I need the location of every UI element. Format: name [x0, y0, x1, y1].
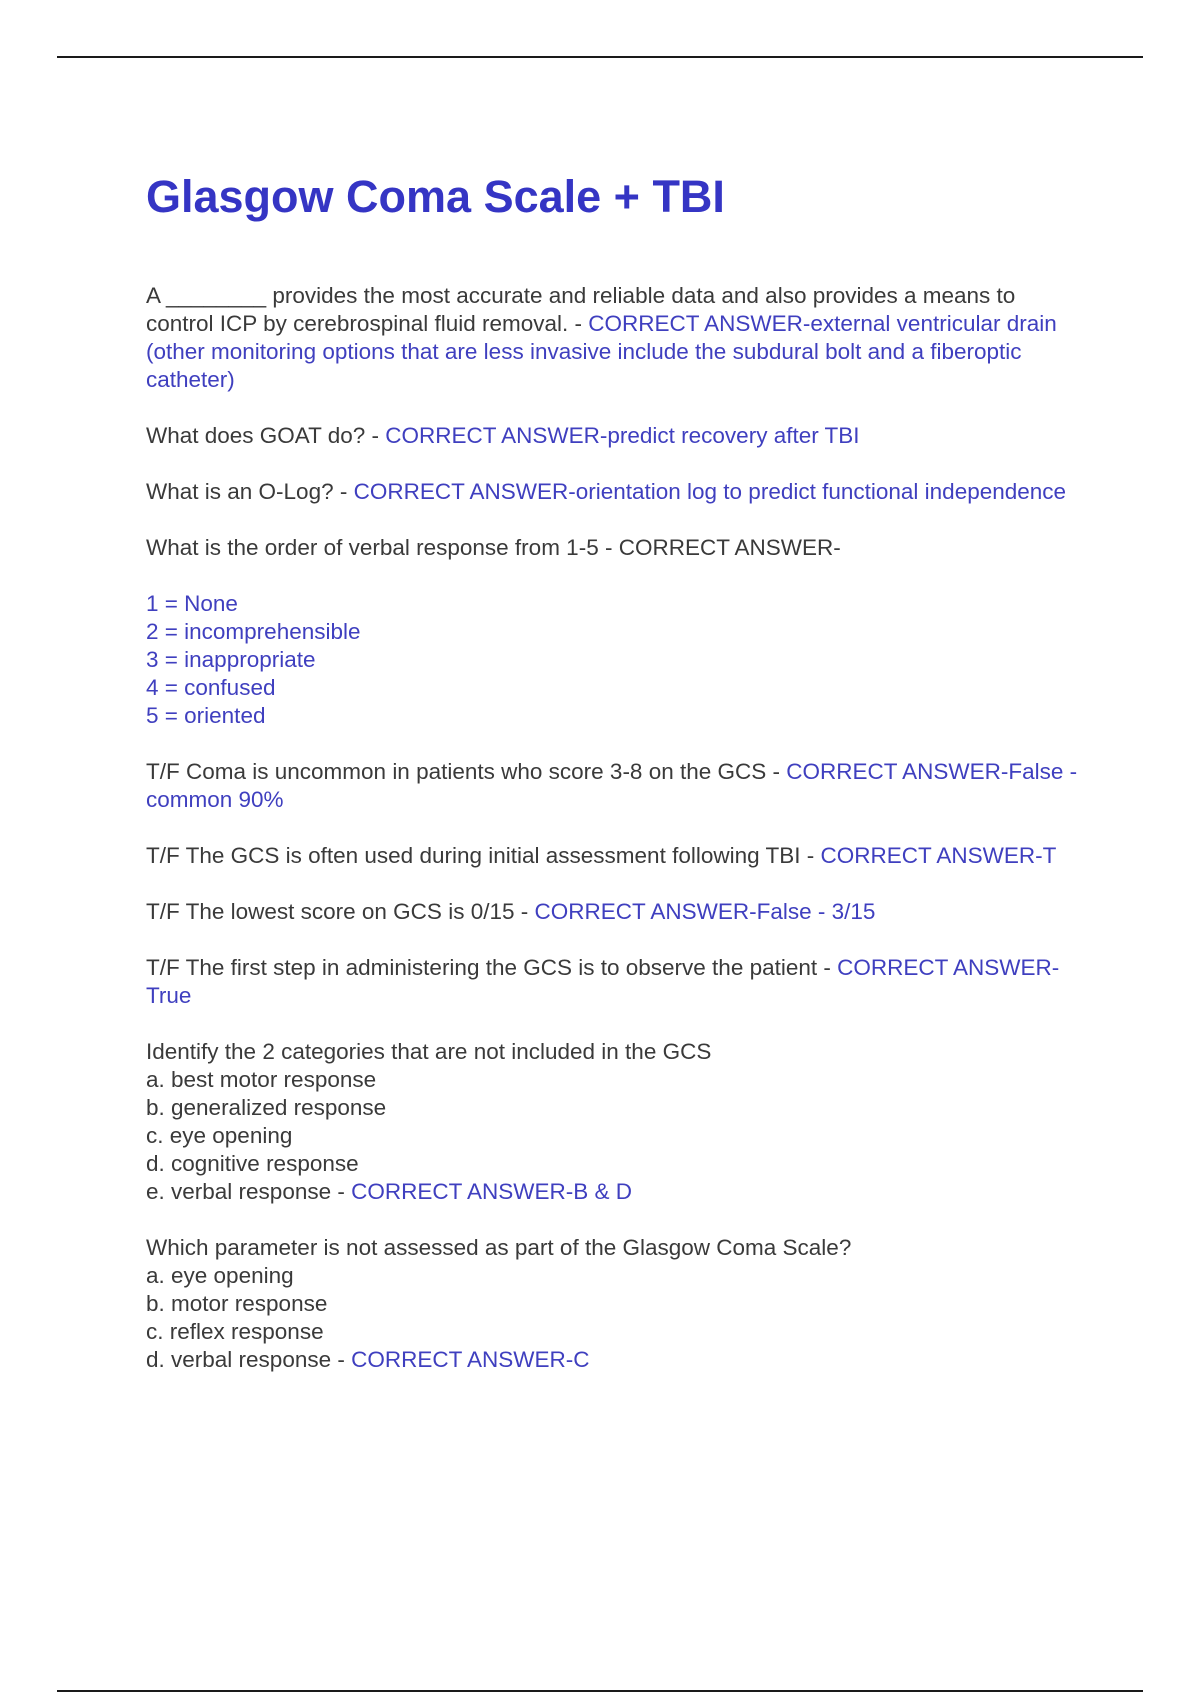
answer-text: CORRECT ANSWER-True — [146, 955, 1060, 1008]
qa-item — [146, 954, 1086, 1010]
answer-text: CORRECT ANSWER-orientation log to predict functional independence — [353, 479, 1067, 504]
option-line: c. reflex response — [146, 1319, 324, 1344]
qa-item — [146, 842, 1086, 870]
question-line: Identify the 2 categories that are not included in the GCS — [146, 1039, 712, 1064]
question-text: T/F The lowest score on GCS is 0/15 - — [146, 899, 535, 924]
answer-line: 5 = oriented — [146, 703, 266, 728]
document-body — [146, 170, 1086, 1402]
answer-line: 1 = None — [146, 591, 238, 616]
option-line: d. cognitive response — [146, 1151, 359, 1176]
answer-text: CORRECT ANSWER-False - 3/15 — [534, 899, 876, 924]
answer-text: CORRECT ANSWER-B & D — [351, 1179, 632, 1204]
option-line: a. eye opening — [146, 1263, 294, 1288]
option-line: a. best motor response — [146, 1067, 377, 1092]
answer-text: CORRECT ANSWER-T — [820, 843, 1057, 868]
question-text: A ________ provides the most accurate and reliable data and also provides a means to control ICP by cerebrospinal fluid removal. - — [146, 283, 1016, 336]
question-text: T/F The first step in administering the GCS is to observe the patient - — [146, 955, 838, 980]
qa-item — [146, 478, 1086, 506]
qa-item — [146, 1038, 1086, 1206]
qa-item — [146, 1234, 1086, 1374]
answer-text: CORRECT ANSWER-predict recovery after TBI — [385, 423, 860, 448]
qa-item — [146, 422, 1086, 450]
question-text: T/F Coma is uncommon in patients who score 3-8 on the GCS - — [146, 759, 787, 784]
option-text: d. verbal response - — [146, 1347, 352, 1372]
page-title: Glasgow Coma Scale + TBI — [146, 171, 725, 222]
answer-text: CORRECT ANSWER-False - common 90% — [146, 759, 1078, 812]
option-line: c. eye opening — [146, 1123, 293, 1148]
question-text: What does GOAT do? - — [146, 423, 386, 448]
question-text: What is an O-Log? - — [146, 479, 354, 504]
qa-item — [146, 282, 1086, 394]
answer-line: 4 = confused — [146, 675, 276, 700]
question-text: What is the order of verbal response from 1-5 - CORRECT ANSWER- — [146, 535, 841, 560]
answer-line: 3 = inappropriate — [146, 647, 316, 672]
question-line: Which parameter is not assessed as part of the Glasgow Coma Scale? — [146, 1235, 852, 1260]
option-text: e. verbal response - — [146, 1179, 352, 1204]
bottom-rule — [57, 1690, 1143, 1692]
answer-line: 2 = incomprehensible — [146, 619, 361, 644]
question-text: T/F The GCS is often used during initial assessment following TBI - — [146, 843, 821, 868]
qa-item — [146, 898, 1086, 926]
qa-item — [146, 534, 1086, 562]
option-line-with-answer — [146, 1346, 1086, 1374]
qa-item — [146, 758, 1086, 814]
answer-list — [146, 590, 1086, 730]
option-line: b. generalized response — [146, 1095, 387, 1120]
answer-text: CORRECT ANSWER-C — [351, 1347, 590, 1372]
answer-text: CORRECT ANSWER-external ventricular drain (other monitoring options that are less invasive include the subdural bolt and a fiberoptic catheter) — [146, 311, 1057, 392]
option-line-with-answer — [146, 1178, 1086, 1206]
option-line: b. motor response — [146, 1291, 328, 1316]
top-rule — [57, 56, 1143, 58]
